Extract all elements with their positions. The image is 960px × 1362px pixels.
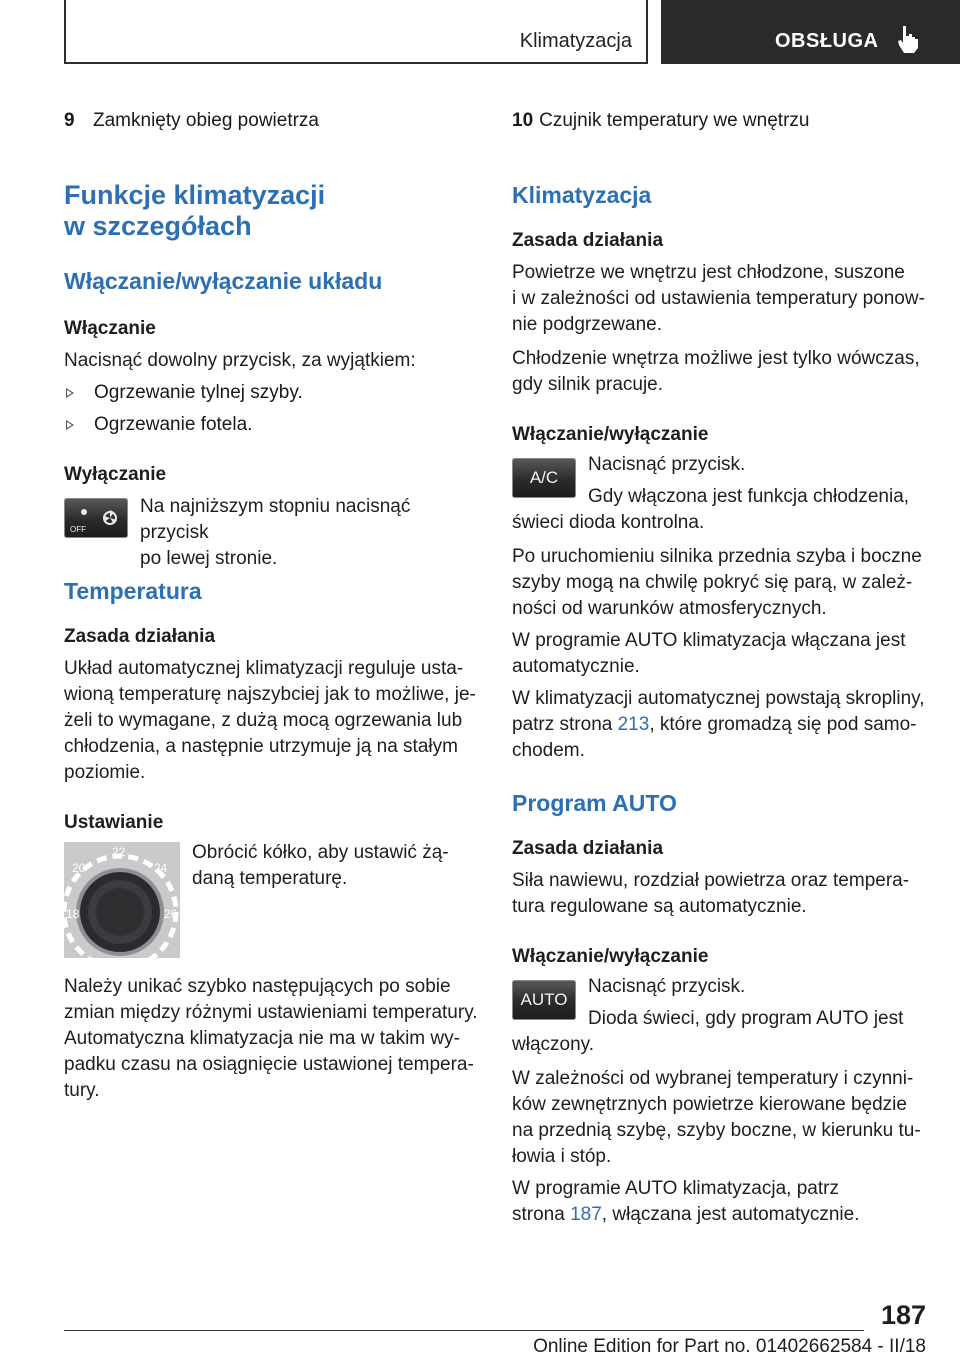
temp-principle-text: Układ automatycznej klimatyzacji reguluje usta- wioną temperaturę najszybciej jak to możliwe, je- żeli to wymagane, z dużą mocą ogrzewania lub chłodzenia, a następnie utrzymuje ją na stałym poziomie. bbox=[64, 658, 476, 783]
svg-text:20: 20 bbox=[72, 861, 86, 875]
header-title: Klimatyzacja bbox=[519, 30, 632, 52]
ac-principle-text: Powietrze we wnętrzu jest chłodzone, suszone i w zależności od ustawienia temperatury ponow- nie podgrzewane. bbox=[512, 262, 925, 335]
fan-off-button-image bbox=[64, 498, 128, 538]
temp-principle-heading: Zasada działania bbox=[64, 626, 216, 647]
page-number: 187 bbox=[880, 1300, 926, 1330]
temperature-note: Należy unikać szybko następujących po sobie zmian między różnymi ustawieniami temperatury. Automatyczna klimatyzacja nie ma w takim wy- padku czasu na osiągnięcie ustawionej tempera- tury. bbox=[64, 976, 478, 1101]
left-column bbox=[64, 108, 484, 1104]
auto-onoff-heading: Włączanie/wyłączanie bbox=[512, 946, 709, 967]
section-title-line-2: w szczegółach bbox=[64, 211, 252, 241]
temperature-heading: Temperatura bbox=[64, 578, 202, 604]
header-section-label: OBSŁUGA bbox=[775, 30, 879, 52]
auto-button-image: AUTO bbox=[512, 980, 576, 1020]
legend-text: Zamknięty obieg powietrza bbox=[93, 110, 319, 131]
auto-reference-text: W programie AUTO klimatyzacja, patrz strona 187, włączana jest automatycznie. bbox=[512, 1178, 860, 1225]
setting-heading: Ustawianie bbox=[64, 812, 164, 833]
ac-heading: Klimatyzacja bbox=[512, 182, 652, 208]
footer-divider bbox=[64, 1330, 864, 1331]
svg-text:24: 24 bbox=[154, 861, 168, 875]
page-link-187[interactable]: 187 bbox=[570, 1204, 602, 1225]
section-title bbox=[64, 180, 484, 242]
ac-button-image: A/C bbox=[512, 458, 576, 498]
ac-onoff-heading: Włączanie/wyłączanie bbox=[512, 424, 709, 445]
fan-icon bbox=[64, 498, 128, 538]
svg-text:22: 22 bbox=[112, 845, 126, 859]
temperature-knob-icon bbox=[64, 842, 180, 958]
legend-item-10 bbox=[512, 108, 928, 134]
setting-text: Obrócić kółko, aby ustawić żą- daną temperaturę. bbox=[192, 842, 449, 889]
ac-principle-heading: Zasada działania bbox=[512, 230, 664, 251]
section-title-line-1: Funkcje klimatyzacji bbox=[64, 180, 326, 210]
footer-edition: Online Edition for Part no. 01402662584 - II/18 bbox=[533, 1336, 926, 1357]
list-item: Ogrzewanie fotela. bbox=[64, 412, 484, 438]
legend-number: 10 bbox=[512, 110, 534, 131]
auto-row bbox=[512, 974, 928, 1058]
ac-row bbox=[512, 452, 928, 536]
ac-press-text: Nacisnąć przycisk. Gdy włączona jest funkcja chłodzenia, świeci dioda kontrolna. bbox=[512, 454, 910, 533]
header-section-tab bbox=[661, 0, 960, 64]
triangle-bullet-icon bbox=[66, 388, 74, 398]
svg-text:18: 18 bbox=[66, 907, 80, 921]
temperature-knob-image bbox=[64, 842, 180, 958]
off-row bbox=[64, 494, 484, 569]
legend-number: 9 bbox=[64, 110, 75, 131]
off-heading: Wyłączanie bbox=[64, 464, 167, 485]
ac-condensation-text: W klimatyzacji automatycznej powstają skropliny, patrz strona 213, które gromadzą się pod samo- chodem. bbox=[512, 688, 925, 761]
svg-text:OFF: OFF bbox=[70, 525, 86, 534]
legend-item-9 bbox=[64, 108, 484, 134]
auto-principle-text: Siła nawiewu, rozdział powietrza oraz tempera- tura regulowane są automatycznie. bbox=[512, 870, 910, 917]
svg-text:26: 26 bbox=[164, 907, 178, 921]
onoff-heading: Włączanie/wyłączanie układu bbox=[64, 268, 383, 294]
page-link-213[interactable]: 213 bbox=[617, 714, 650, 735]
auto-principle-heading: Zasada działania bbox=[512, 838, 664, 859]
ac-cooling-text: Chłodzenie wnętrza możliwe jest tylko wówczas, gdy silnik pracuje. bbox=[512, 348, 920, 395]
setting-row bbox=[64, 840, 484, 962]
ac-auto-text: W programie AUTO klimatyzacja włączana jest automatycznie. bbox=[512, 630, 906, 677]
hand-pointer-icon bbox=[893, 24, 923, 54]
legend-text: Czujnik temperatury we wnętrzu bbox=[539, 110, 810, 131]
ac-fog-text: Po uruchomieniu silnika przednia szyba i boczne szyby mogą na chwilę pokryć się parą, w zależ- ności od warunków atmosferycznych. bbox=[512, 546, 922, 619]
off-text: Na najniższym stopniu nacisnąć przycisk po lewej stronie. bbox=[140, 496, 411, 569]
list-item: Ogrzewanie tylnej szyby. bbox=[64, 380, 484, 406]
triangle-bullet-icon bbox=[66, 420, 74, 430]
on-text: Nacisnąć dowolny przycisk, za wyjątkiem: bbox=[64, 350, 416, 371]
auto-dependence-text: W zależności od wybranej temperatury i czynni- ków zewnętrznych powietrze kierowane będzie na przednią szybę, szyby boczne, w kierunku tu- łowia i stóp. bbox=[512, 1068, 921, 1167]
auto-heading: Program AUTO bbox=[512, 790, 677, 816]
right-column bbox=[512, 108, 928, 1228]
auto-press-text: Nacisnąć przycisk. Dioda świeci, gdy program AUTO jest włączony. bbox=[512, 976, 904, 1055]
on-heading: Włączanie bbox=[64, 318, 156, 339]
header-title-box bbox=[64, 0, 648, 64]
